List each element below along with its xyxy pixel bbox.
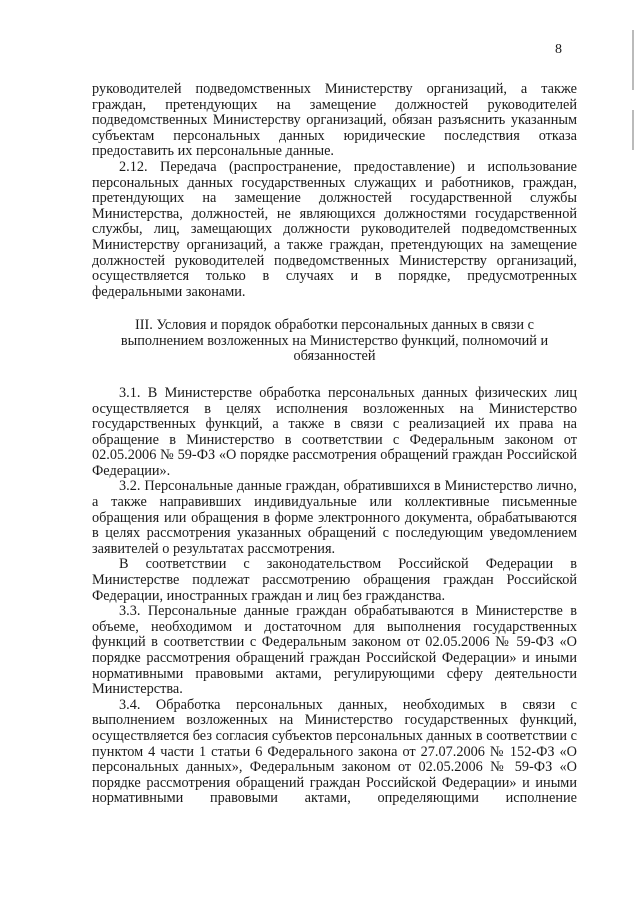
- paragraph-3-2-continued: В соответствии с законодательством Российской Федерации в Министерстве подлежат рассмотрению обращения граждан Российской Федерации, иностранных граждан и лиц без гражданства.: [92, 556, 577, 604]
- paragraph-3-3: 3.3. Персональные данные граждан обрабатываются в Министерстве в объеме, необходимом и достаточном для выполнения государственных функций в соответствии с Федеральным законом от 02.05.2006 № 59-ФЗ «О порядке рассмотрения обращений граждан Российской Федерации» и иными нормативными правовыми актами, регулирующими сферу деятельности Министерства.: [92, 603, 577, 698]
- paragraph-3-2: 3.2. Персональные данные граждан, обратившихся в Министерство лично, а также направивших индивидуальные или коллективные письменные обращения или обращения в форме электронного документа, обрабатываются в целях рассмотрения указанных обращений с последующим уведомлением заявителей о результатах рассмотрения.: [92, 478, 577, 557]
- paragraph-2-12: 2.12. Передача (распространение, предоставление) и использование персональных данных государственных служащих и работников, граждан, претендующих на замещение должностей государственной службы Министерства, должностей, не являющихся должностями государственной службы, лиц, замещающих должности руководителей подведомственных Министерству организаций, а также граждан, претендующих на замещение должностей руководителей подведомственных Министерству организаций, осуществляется только в случаях и в порядке, предусмотренных федеральными законами.: [92, 158, 577, 300]
- paragraph-continuation: руководителей подведомственных Министерству организаций, а также граждан, претендующих на замещение должностей руководителей подведомственных Министерству организаций, обязан разъяснить указанным субъектам персональных данных юридические последствия отказа предоставить их персональные данные.: [92, 81, 577, 160]
- section-heading-3: III. Условия и порядок обработки персональных данных в связи с выполнением возложенных на Министерство функций, полномочий и обязанностей: [120, 317, 549, 364]
- document-body: [92, 82, 577, 807]
- scan-edge-mark: [632, 30, 634, 90]
- paragraph-3-1: 3.1. В Министерстве обработка персональных данных физических лиц осуществляется в целях исполнения возложенных на Министерство государственных функций, а также в связи с реализацией их права на обращение в Министерство в соответствии с Федеральным законом от 02.05.2006 № 59-ФЗ «О порядке рассмотрения обращений граждан Российской Федерации».: [92, 384, 577, 479]
- page-number: 8: [555, 42, 562, 57]
- paragraph-3-4: 3.4. Обработка персональных данных, необходимых в связи с выполнением возложенных на Министерство государственных функций, осуществляется без согласия субъектов персональных данных в соответствии с пунктом 4 части 1 статьи 6 Федерального закона от 27.07.2006 № 152-ФЗ «О персональных данных», Федеральным законом от 02.05.2006 № 59-ФЗ «О порядке рассмотрения обращений граждан Российской Федерации» и иными нормативными правовыми актами, определяющими исполнение: [92, 696, 577, 807]
- scan-edge-mark: [632, 110, 634, 150]
